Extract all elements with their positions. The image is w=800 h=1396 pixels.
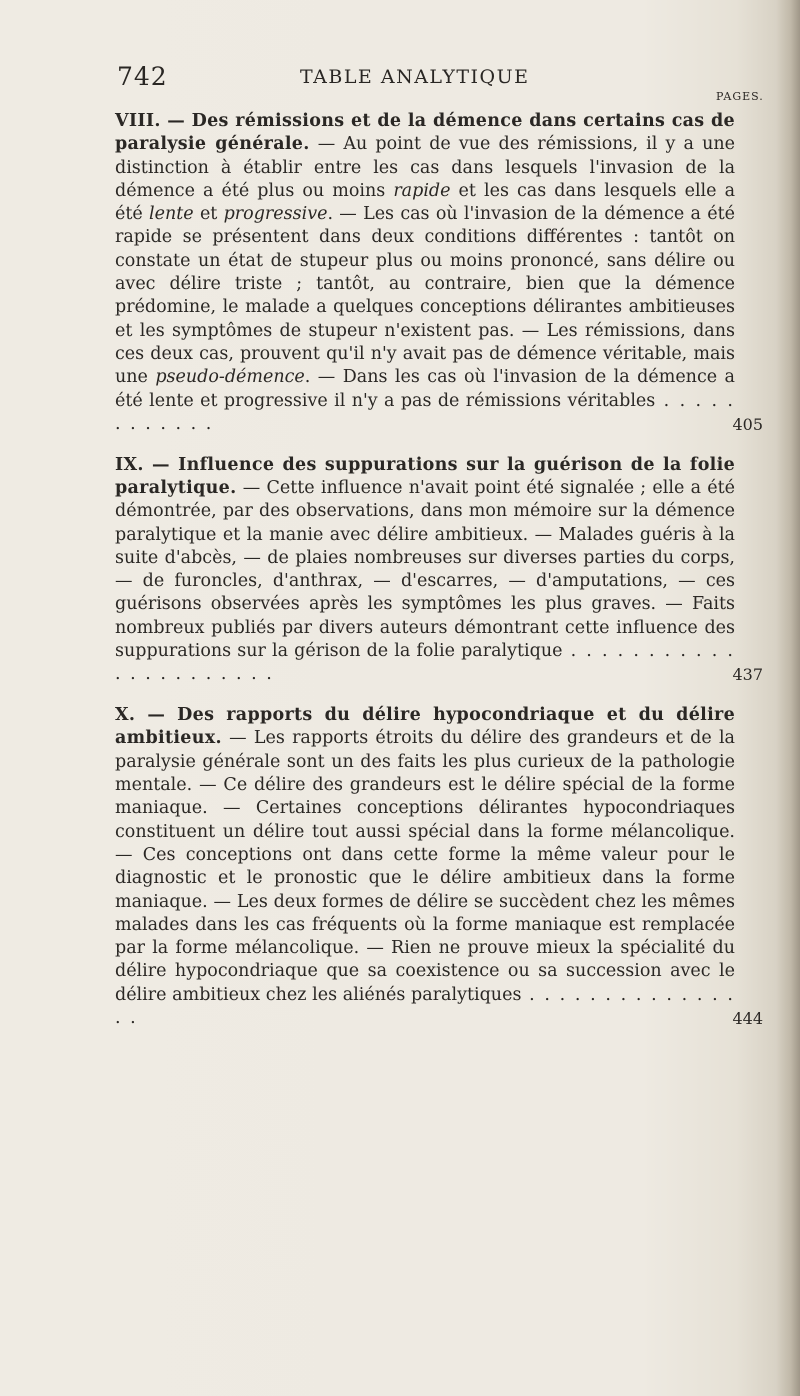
entry-page-number: 437 (732, 665, 763, 685)
toc-entry-x (115, 704, 763, 1030)
page-header (0, 62, 800, 102)
entry-page-number: 444 (732, 1008, 763, 1028)
entry-heading: X. — Des rapports du délire hypocondriaque et du délire ambitieux. (115, 705, 735, 749)
entry-text: — Au point de vue des rémissions, il y a une distinction à établir entre les cas dans lesquels l'invasion de la démence a été plus ou moins rapide et les cas dans lesquels elle a été lente et progressive. — Les cas où l'invasion de la démence a été rapide se présentent dans deux conditions différentes : tantôt on constate un état de stupeur plus ou moins prononcé, sans délire ou avec délire triste ; tantôt, au contraire, bien que la démence prédomine, le malade a quelques conceptions délirantes ambitieuses et les symptômes de stupeur n'existent pas. — Les rémissions, dans ces deux cas, prouvent qu'il n'y avait pas de démence véritable, mais une pseudo-démence. — Dans les cas où l'invasion de la démence a été lente et progressive il n'y a pas de rémissions véritables (115, 134, 735, 411)
leader-dots: . . . . . . . . . . . . (115, 390, 735, 434)
toc-entry-viii (115, 110, 763, 436)
toc-entry-ix (115, 454, 763, 687)
entry-heading: IX. — Influence des suppurations sur la guérison de la folie paralytique. (115, 454, 735, 498)
entry-heading: VIII. — Des rémissions et de la démence dans certains cas de paralysie générale. (115, 111, 735, 155)
pages-column-label: PAGES. (716, 90, 764, 103)
table-of-contents (115, 110, 763, 1048)
entry-text: — Cette influence n'avait point été signalée ; elle a été démontrée, par des observations, dans mon mémoire sur la démence paralytique et la manie avec délire ambitieux. — Malades guéris à la suite d'abcès, — de plaies nombreuses sur diverses parties du corps, — de furoncles, d'anthrax, — d'escarres, — d'amputations, — ces guérisons observées après les symptômes les plus graves. — Faits nombreux publiés par divers auteurs démontrant cette influence des suppurations sur la gérison de la folie paralytique (115, 477, 735, 662)
leader-dots: . . . . . . . . . . . . . . . . (115, 984, 735, 1028)
page-edge-shadow (776, 0, 800, 1396)
running-title: TABLE ANALYTIQUE (300, 66, 530, 88)
leader-dots: . . . . . . . . . . . . . . . . . . . . . . (115, 641, 735, 685)
entry-page-number: 405 (732, 414, 763, 434)
entry-text: — Les rapports étroits du délire des grandeurs et de la paralysie générale sont un des faits les plus curieux de la pathologie mentale. — Ce délire des grandeurs est le délire spécial de la forme maniaque. — Certaines conceptions délirantes hypocondriaques constituent un délire tout aussi spécial dans la forme mélancolique. — Ces conceptions ont dans cette forme la même valeur pour le diagnostic et le pronostic que le délire ambitieux dans la forme maniaque. — Les deux formes de délire se succèdent chez les mêmes malades dans les cas fréquents où la forme maniaque est remplacée par la forme mélancolique. — Rien ne prouve mieux la spécialité du délire hypocondriaque que sa coexistence ou sa succession avec le délire ambitieux chez les aliénés paralytiques (115, 728, 735, 1005)
page-number: 742 (117, 62, 168, 91)
